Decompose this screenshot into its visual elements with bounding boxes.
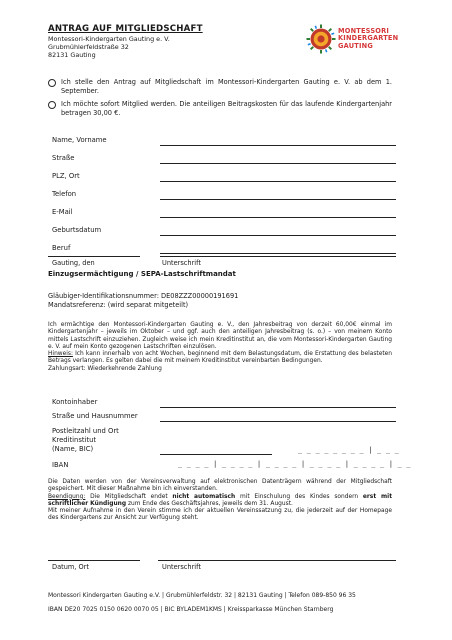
birthdate-input-line[interactable]: [160, 235, 396, 236]
statute-note: Mit meiner Aufnahme in den Verein stimme ich der aktuellen Vereinssatzung zu, die jederzeit auf der Homepage des Kindergartens zur Ansicht zur Verfügung steht.: [48, 508, 392, 522]
postal-city-label: Postleitzahl und Ort: [52, 427, 119, 435]
final-signature-label: Unterschrift: [162, 563, 201, 571]
street-number-label: Straße und Hausnummer: [52, 412, 138, 420]
credit-institute-sub-label: (Name, BIC): [52, 445, 94, 453]
authorization-text: [48, 322, 392, 373]
field-label-phone: Telefon: [52, 190, 77, 198]
hint-text: Ich kann innerhalb von acht Wochen, beginnend mit dem Belastungsdatum, die Erstattung des belasteten Betrags verlangen. Es gelten dabei die mit meinem Kreditinstitut vereinbarten Bedingungen.: [48, 351, 392, 365]
bank-street-input-line[interactable]: [160, 421, 396, 422]
kindergarten-logo: [306, 22, 426, 58]
street-input-line[interactable]: [160, 163, 396, 164]
radio-button[interactable]: [48, 101, 56, 109]
termination-bold-1: nicht automatisch: [172, 493, 236, 500]
phone-input-line[interactable]: [160, 199, 396, 200]
footer-bank: IBAN DE20 7025 0150 0620 0070 05 | BIC BYLADEM1KMS | Kreissparkasse München Starnberg: [48, 606, 334, 613]
hint-label: Hinweis:: [48, 351, 73, 358]
bic-input[interactable]: _ _ _ _ _ _ _ _ | _ _ _: [298, 446, 400, 454]
termination-text-3: zum Ende des Geschäftsjahres, jeweils dem 31. August.: [126, 500, 293, 507]
occupation-input-line[interactable]: [160, 253, 396, 254]
form-title: ANTRAG AUF MITGLIEDSCHAFT: [48, 24, 203, 34]
logo-line-2: KINDERGARTEN: [338, 34, 399, 43]
iban-input[interactable]: _ _ _ _ | _ _ _ _ | _ _ _ _ | _ _ _ _ | _ _ _ _ | _ _: [178, 460, 411, 468]
mandate-reference: Mandatsreferenz: (wird separat mitgeteilt): [48, 301, 189, 309]
data-storage-note: Die Daten werden von der Vereinsverwaltung auf elektronischen Datenträgern während der Mitgliedschaft gespeichert. Mit dieser Maßnahme bin ich einverstanden.: [48, 479, 392, 493]
creditor-id: Gläubiger-Identifikationsnummer: DE08ZZZ00000191691: [48, 292, 239, 300]
termination-bold-2: erst mit schriftlicher Kündigung: [48, 493, 393, 507]
address-line-2: Grubmühlerfeldstraße 32: [48, 43, 129, 51]
email-input-line[interactable]: [160, 217, 396, 218]
bank-name-input-line[interactable]: [160, 454, 272, 455]
date-city-line[interactable]: [48, 560, 140, 561]
authorization-paragraph: Ich ermächtige den Montessori-Kindergarten Gauting e. V., den Jahresbeitrag von derzeit 60,00€ einmal im Kindergartenjahr – jeweils im Oktober – und ggf. auch den anteiligen Jahresbeitrag (s. o.) – von meinem Konto mittels Lastschrift einzuziehen. Zugleich weise ich mein Kreditinstitut an, die vom Montessori-Kindergarten Gauting e. V. auf mein Konto gezogenen Lastschriften einzulösen.: [48, 322, 392, 350]
iban-label: IBAN: [52, 461, 69, 469]
account-holder-label: Kontoinhaber: [52, 398, 98, 406]
name-input-line[interactable]: [160, 145, 396, 146]
footer-address: Montessori Kindergarten Gauting e.V. | Grubmühlerfeldstr. 32 | 82131 Gauting | Telefon 089-850 96 35: [48, 592, 356, 599]
signature-label: Unterschrift: [162, 259, 201, 267]
logo-line-3: GAUTING: [338, 41, 373, 50]
option-text: Ich möchte sofort Mitglied werden. Die anteiligen Beitragskosten für das laufende Kindergartenjahr betragen 30,00 €.: [61, 100, 392, 117]
logo-line-1: MONTESSORI: [338, 27, 390, 35]
field-label-zip-city: PLZ, Ort: [52, 172, 80, 180]
sepa-title: Einzugsermächtigung / SEPA-Lastschriftmandat: [48, 270, 236, 278]
zip-city-input-line[interactable]: [160, 181, 396, 182]
payment-type: Zahlungsart: Wiederkehrende Zahlung: [48, 365, 162, 372]
option-text: Ich stelle den Antrag auf Mitgliedschaft im Montessori-Kindergarten Gauting e. V. ab dem 1. September.: [61, 78, 392, 95]
option-immediate[interactable]: [48, 100, 392, 118]
address-line-1: Montessori-Kindergarten Gauting e. V.: [48, 35, 170, 43]
field-label-name: Name, Vorname: [52, 136, 107, 144]
termination-text-1: Die Mitgliedschaft endet: [85, 493, 173, 500]
field-label-birthdate: Geburtsdatum: [52, 226, 102, 234]
field-label-street: Straße: [52, 154, 75, 162]
option-september[interactable]: [48, 78, 392, 96]
sun-emblem-icon: [306, 24, 336, 54]
field-label-occupation: Beruf: [52, 244, 71, 252]
account-holder-input-line[interactable]: [160, 407, 396, 408]
signature-line[interactable]: [160, 256, 396, 257]
termination-text-2: mit Einschulung des Kindes sondern: [235, 493, 363, 500]
radio-button[interactable]: [48, 79, 56, 87]
field-label-email: E-Mail: [52, 208, 73, 216]
date-place-label: Gauting, den: [52, 259, 95, 267]
notes-text: [48, 479, 392, 523]
final-signature-line[interactable]: [158, 560, 396, 561]
date-city-label: Datum, Ort: [52, 563, 89, 571]
credit-institute-label: Kreditinstitut: [52, 436, 97, 444]
date-place-line[interactable]: [48, 256, 140, 257]
address-line-3: 82131 Gauting: [48, 51, 96, 59]
termination-label: Beendigung:: [48, 493, 86, 500]
